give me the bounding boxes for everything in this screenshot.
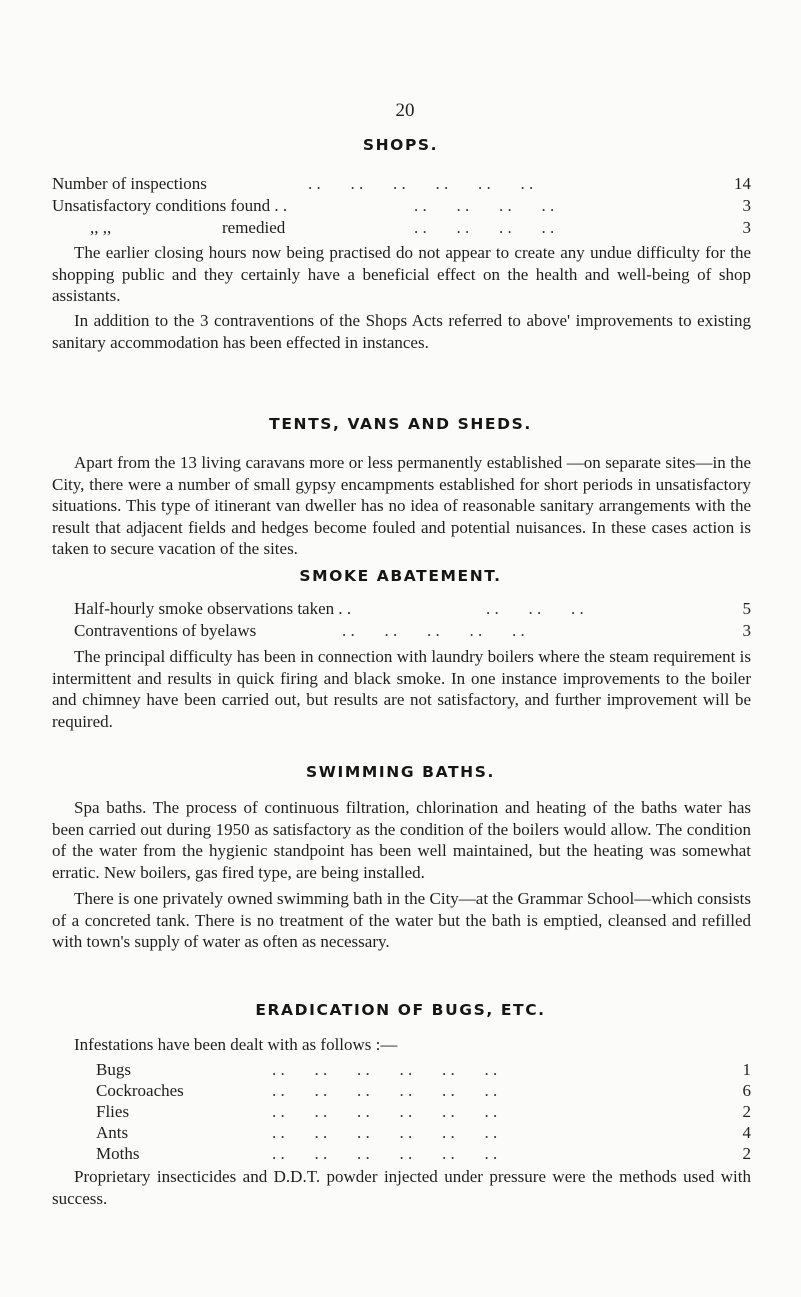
paragraph-text: Apart from the 13 living caravans more or less permanently established —on separate sites—in the City, there were a number of small gypsy encampments established for short periods in unsatisfactory situations. This type of itinerant van dweller has no idea of reasonable sanitary arrangements with the result that adjacent fields and hedges become fouled and potential nuisances. In these cases action is taken to secure vacation of the sites. — [52, 453, 751, 559]
row-value: 5 — [742, 599, 751, 618]
row-label: Cockroaches — [96, 1081, 184, 1100]
leader-dots: . . . . . . . . . . . . — [272, 1123, 498, 1142]
swimming-paragraph-1 — [52, 797, 751, 883]
row-label: Half-hourly smoke observations taken . . — [74, 599, 352, 618]
leader-dots: . . . . . . . . . . . . — [272, 1144, 498, 1163]
row-value: 3 — [742, 218, 751, 237]
bugs-row-ants — [96, 1122, 751, 1144]
leader-dots: . . . . . . . . . . . . — [272, 1060, 498, 1079]
row-value: 3 — [742, 621, 751, 640]
row-label: Moths — [96, 1144, 140, 1163]
row-label: Number of inspections — [52, 174, 207, 193]
row-label: Contraventions of byelaws — [74, 621, 257, 640]
smoke-paragraph-1 — [52, 646, 751, 732]
bugs-heading: ERADICATION OF BUGS, ETC. — [255, 1001, 546, 1019]
leader-dots: . . . . . . . . . . — [342, 621, 525, 640]
bugs-row-bugs — [96, 1059, 751, 1081]
paragraph-text: In addition to the 3 contraventions of the Shops Acts referred to above' improvements to existing sanitary accommodation has been effected in instances. — [52, 311, 751, 352]
leader-dots: . . . . . . . . . . . . — [272, 1102, 498, 1121]
row-value: 2 — [742, 1144, 751, 1163]
leader-dots: . . . . . . — [486, 599, 584, 618]
row-value: 6 — [742, 1081, 751, 1100]
bugs-paragraph-1 — [52, 1166, 751, 1209]
leader-dots: . . . . . . . . . . . . — [272, 1081, 498, 1100]
bugs-row-moths — [96, 1143, 751, 1165]
row-value: 14 — [734, 174, 751, 193]
paragraph-text: There is one privately owned swimming bath in the City—at the Grammar School—which consists of a concreted tank. There is no treatment of the water but the bath is emptied, cleansed and refilled with town's supply of water as often as necessary. — [52, 889, 751, 952]
leader-dots: . . . . . . . . . . . . — [308, 174, 534, 193]
tents-heading: TENTS, VANS AND SHEDS. — [269, 415, 532, 433]
row-value: 3 — [742, 196, 751, 215]
row-label: Ants — [96, 1123, 129, 1142]
smoke-row-observations — [74, 598, 751, 620]
paragraph-text: The earlier closing hours now being practised do not appear to create any undue difficulty for the shopping public and they certainly have a beneficial effect on the health and well-being of shop assistants. — [52, 243, 751, 306]
tents-paragraph-1 — [52, 452, 751, 560]
row-label: remedied — [222, 218, 286, 237]
shops-row-inspections — [52, 173, 751, 195]
paragraph-text: Proprietary insecticides and D.D.T. powder injected under pressure were the methods used with success. — [52, 1167, 751, 1208]
row-value: 2 — [742, 1102, 751, 1121]
bugs-row-flies — [96, 1101, 751, 1123]
page-number: 20 — [395, 100, 415, 121]
ditto-marks: ,, ,, — [90, 218, 112, 237]
row-label: Bugs — [96, 1060, 131, 1079]
paragraph-text: Spa baths. The process of continuous filtration, chlorination and heating of the baths water has been carried out during 1950 as satisfactory as the condition of the boilers would allow. The condition of the water from the hygienic standpoint has been well maintained, but the heating was somewhat erratic. New boilers, gas fired type, are being installed. — [52, 798, 751, 882]
intro-text: Infestations have been dealt with as follows :— — [74, 1035, 398, 1054]
bugs-row-cockroaches — [96, 1080, 751, 1102]
swimming-paragraph-2 — [52, 888, 751, 953]
row-label: Flies — [96, 1102, 130, 1121]
bugs-intro — [74, 1034, 751, 1056]
smoke-heading: SMOKE ABATEMENT. — [299, 567, 502, 585]
row-label: Unsatisfactory conditions found . . — [52, 196, 288, 215]
row-value: 1 — [742, 1060, 751, 1079]
shops-heading: SHOPS. — [362, 136, 439, 154]
shops-paragraph-1 — [52, 242, 751, 307]
row-value: 4 — [742, 1123, 751, 1142]
paragraph-text: The principal difficulty has been in connection with laundry boilers where the steam requirement is intermittent and results in quick firing and black smoke. In one instance improvements to the boiler and chimney have been carried out, but results are not satisfactory, and further improvement will be required. — [52, 647, 751, 731]
shops-row-remedied — [52, 217, 751, 239]
shops-paragraph-2 — [52, 310, 751, 353]
swimming-heading: SWIMMING BATHS. — [306, 763, 495, 781]
leader-dots: . . . . . . . . — [414, 196, 555, 215]
smoke-row-contraventions — [74, 620, 751, 642]
leader-dots: . . . . . . . . — [414, 218, 555, 237]
shops-row-unsatisfactory — [52, 195, 751, 217]
